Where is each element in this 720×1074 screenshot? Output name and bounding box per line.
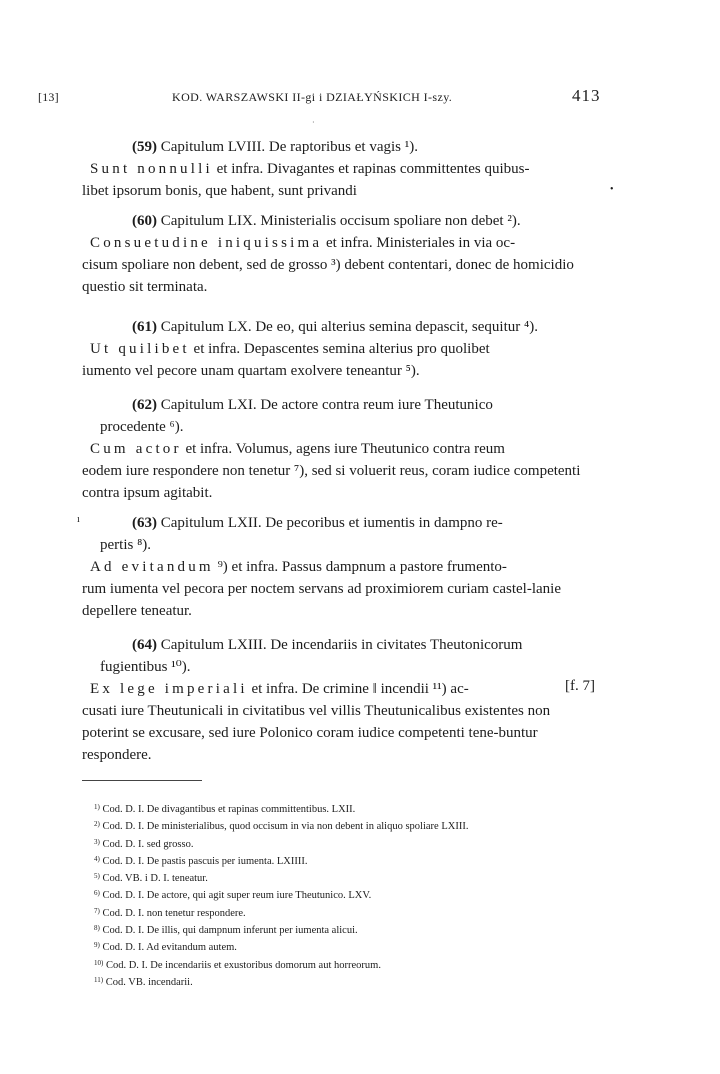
footnote: [94, 938, 614, 955]
footnote-text: Cod. D. I. Ad evitandum autem.: [99, 942, 237, 954]
section-60: [82, 210, 600, 298]
chapter-text-rest: cusati iure Theutunicali in civitatibus vel villis Theutunicalibus existentes non poterint se excusare, sed iure Polonico coram iudice competenti tene-buntur respondere.: [82, 703, 551, 763]
chapter-number: (59): [132, 139, 157, 155]
chapter-text-rest: rum iumenta vel pecora per noctem servans ad proximiorem curiam castel-lanie depellere teneatur.: [82, 581, 561, 619]
footnote-text: Cod. D. I. De divagantibus et rapinas committentibus. LXII.: [99, 804, 356, 815]
chapter-title-text: Capitulum LXIII. De incendariis in civitates Theutonicorum: [157, 637, 523, 653]
chapter-number: (64): [132, 637, 157, 653]
footnote-mark: 6): [94, 889, 100, 898]
chapter-title-text: Capitulum LXII. De pecoribus et iumentis in dampno re-: [157, 515, 503, 531]
chapter-text-rest: libet ipsorum bonis, que habent, sunt privandi: [82, 183, 357, 199]
incipit: Cum actor: [90, 441, 182, 457]
footnote: [94, 956, 614, 973]
footnote-mark: 11): [94, 975, 104, 984]
footnote-text: Cod. VB. i D. I. teneatur.: [99, 873, 208, 885]
footnote: [94, 921, 614, 938]
section-59: [82, 136, 600, 202]
chapter-text-line1: et infra. Depascentes semina alterius pro quolibet: [189, 341, 490, 357]
chapter-title-text: Capitulum LXI. De actore contra reum iure Theutunico: [157, 397, 493, 413]
page-number: 413: [572, 86, 601, 105]
footnote-rule: [82, 780, 202, 781]
chapter-number: (62): [132, 397, 157, 413]
footnote-mark: 1): [94, 803, 100, 811]
chapter-title-text: Capitulum LVIII. De raptoribus et vagis ¹).: [157, 139, 418, 155]
footnote: [94, 800, 614, 817]
chapter-text: [82, 438, 600, 504]
footnote-text: Cod. VB. incendarii.: [103, 976, 193, 988]
chapter-text-line1: et infra. Divagantes et rapinas committentes quibus-: [212, 161, 530, 177]
footnote-text: Cod. D. I. De pastis pascuis per iumenta. LXIIII.: [99, 855, 308, 867]
chapter-text-line1: ⁹) et infra. Passus dampnum a pastore frumento-: [213, 559, 507, 575]
chapter-number: (63): [132, 515, 157, 531]
footnote-mark: 3): [94, 837, 100, 846]
footnote-text: Cod. D. I. De actore, qui agit super reum iure Theutunico. LXV.: [99, 890, 372, 902]
footnote: [94, 973, 614, 990]
header-section-mark: [13]: [38, 90, 59, 104]
footnote: [94, 869, 614, 886]
chapter-title-text: Capitulum LX. De eo, qui alterius semina depascit, sequitur ⁴).: [157, 319, 538, 335]
footnote-text: Cod. D. I. De incendariis et exustoribus domorum aut horreorum.: [103, 959, 381, 971]
chapter-text-rest: iumento vel pecore unam quartam exolvere teneantur ⁵).: [82, 363, 420, 379]
footnote-text: Cod. D. I. sed grosso.: [99, 838, 194, 850]
chapter-text-rest: cisum spoliare non debent, sed de grosso ³) debent contentari, donec de homicidio questio sit terminata.: [82, 257, 574, 295]
chapter-title: [82, 512, 600, 556]
chapter-title-cont: pertis ⁸).: [100, 537, 152, 553]
section-64: [82, 634, 600, 766]
footnote: [94, 904, 614, 921]
footnote-mark: 9): [94, 941, 100, 950]
chapter-text: [82, 158, 600, 202]
section-62: [82, 394, 600, 504]
chapter-title: [82, 634, 600, 678]
chapter-number: (61): [132, 319, 157, 335]
footnote-mark: 2): [94, 820, 100, 829]
section-61: [82, 316, 600, 382]
chapter-title-cont: fugientibus ¹⁰).: [100, 659, 191, 675]
chapter-title: [82, 210, 600, 232]
chapter-text: [82, 232, 600, 298]
chapter-number: (60): [132, 213, 157, 229]
folio-margin-note: [f. 7]: [565, 678, 595, 694]
footnote-mark: 5): [94, 872, 100, 881]
footnote-mark: 4): [94, 854, 100, 863]
chapter-text-line1: et infra. De crimine ‖ incendii ¹¹) ac-: [247, 681, 469, 697]
footnote-text: Cod. D. I. non tenetur respondere.: [99, 907, 246, 919]
incipit: Consuetudine iniquissima: [90, 235, 323, 251]
chapter-title: [82, 316, 600, 338]
margin-dot: •: [610, 184, 614, 195]
footnote-mark: 7): [94, 906, 100, 915]
chapter-title-cont: procedente ⁶).: [100, 419, 184, 435]
chapter-title: [82, 394, 600, 438]
incipit: Sunt nonnulli: [90, 161, 213, 177]
footnotes: [94, 800, 614, 990]
running-header-title: KOD. WARSZAWSKI II-gi i DZIAŁYŃSKICH I-szy.: [172, 90, 453, 104]
footnote-text: Cod. D. I. De ministerialibus, quod occisum in via non debent in aliquo spoliare LXIII.: [99, 821, 469, 833]
section-63: [82, 512, 600, 622]
footnote-mark: 8): [94, 924, 100, 933]
footnote: [94, 886, 614, 903]
chapter-text-line1: et infra. Volumus, agens iure Theutunico contra reum: [181, 441, 505, 457]
chapter-title: [82, 136, 600, 158]
incipit: Ut quilibet: [90, 341, 190, 357]
header-dot: ·: [312, 118, 315, 127]
chapter-text-line1: et infra. Ministeriales in via oc-: [322, 235, 516, 251]
chapter-title-text: Capitulum LIX. Ministerialis occisum spoliare non debet ²).: [157, 213, 521, 229]
footnote: [94, 817, 614, 834]
incipit: Ex lege imperiali: [90, 681, 248, 697]
margin-tick: ı: [77, 514, 80, 525]
footnote-mark: 10): [94, 958, 104, 967]
footnote: [94, 852, 614, 869]
chapter-text: [82, 338, 600, 382]
incipit: Ad evitandum: [90, 559, 214, 575]
chapter-text-rest: eodem iure respondere non tenetur ⁷), sed si voluerit reus, coram iudice competenti contra ipsum agitabit.: [82, 463, 581, 501]
footnote-text: Cod. D. I. De illis, qui dampnum inferunt per iumenta alicui.: [99, 925, 358, 937]
chapter-text: [82, 678, 600, 766]
chapter-text: [82, 556, 600, 622]
footnote: [94, 835, 614, 852]
